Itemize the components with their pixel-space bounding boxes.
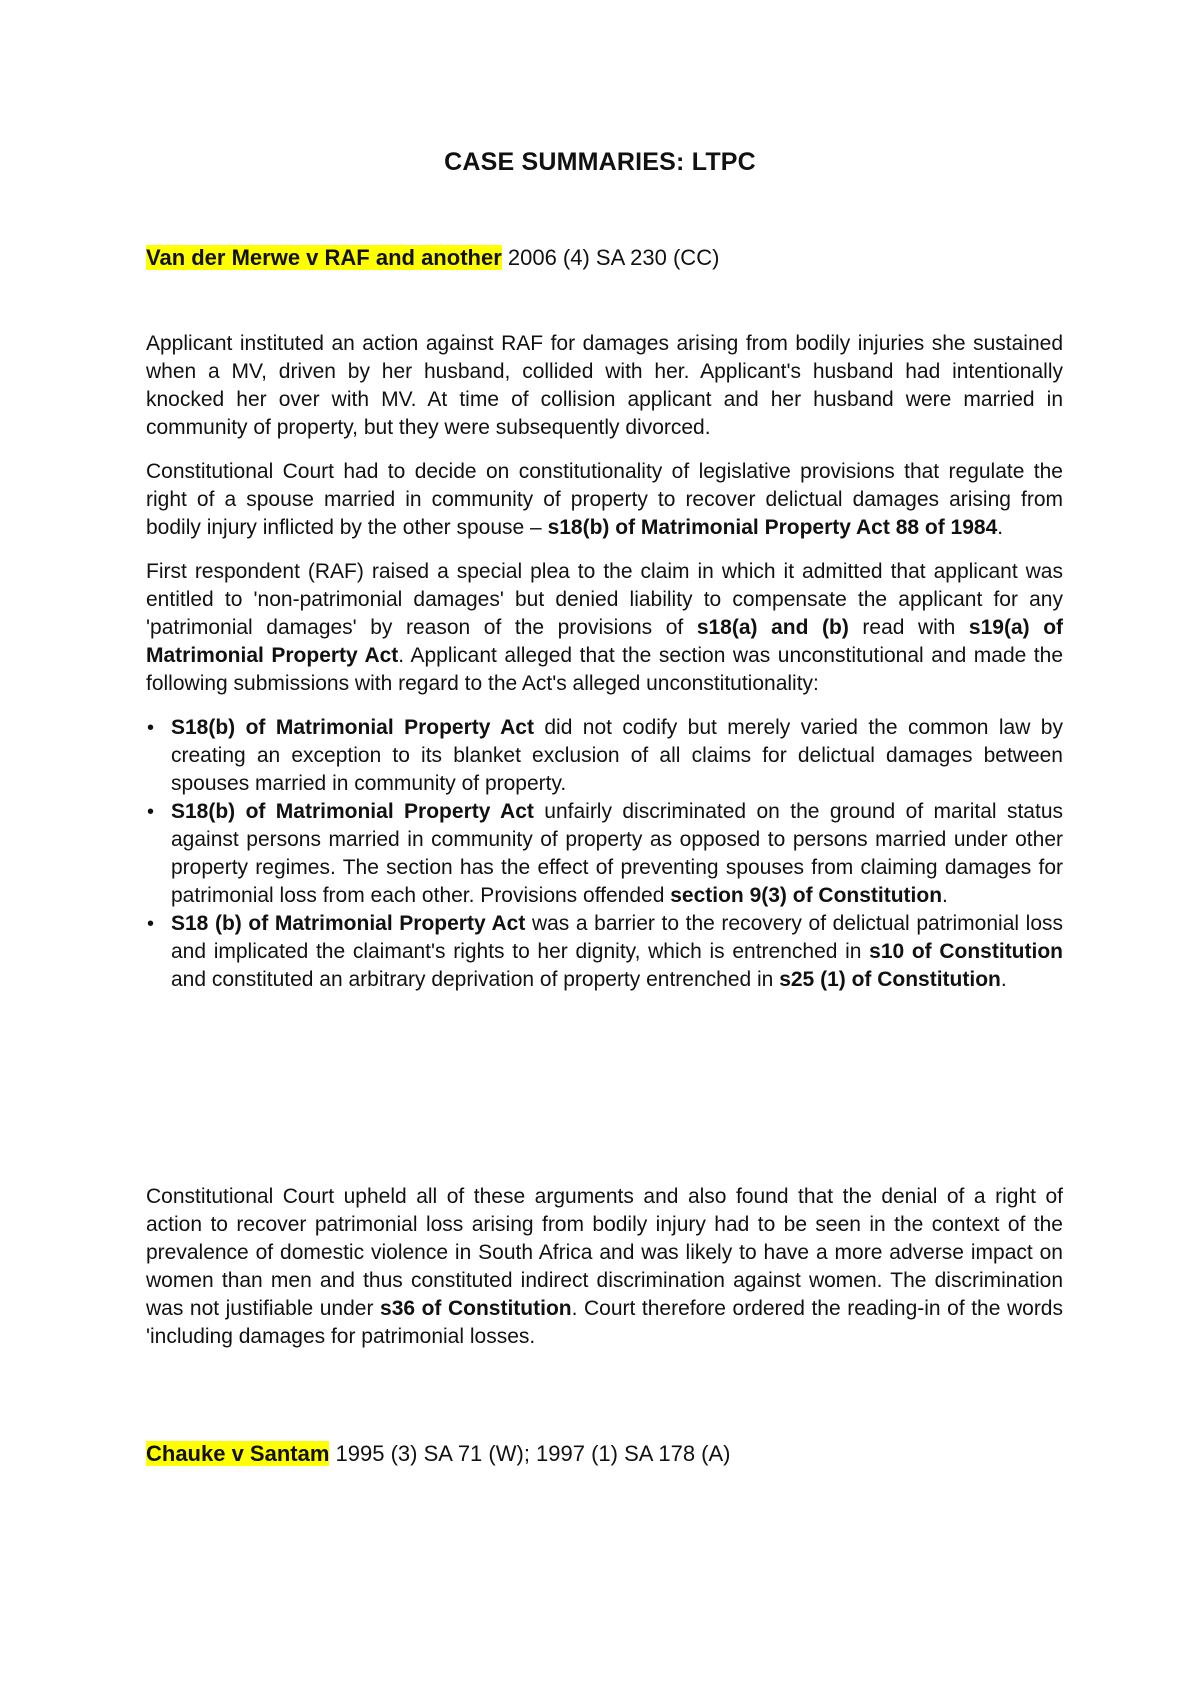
case-summary-holding [146, 1183, 1063, 1367]
bullet-icon: • [147, 717, 155, 739]
case-heading-van-der-merwe [146, 244, 719, 272]
paragraph-special-plea: First respondent (RAF) raised a special plea to the claim in which it admitted that applicant was entitled to 'non-patrimonial damages' but denied liability to compensate the applicant for any 'patrimonial damages' by reason of the provisions of s18(a) and (b) read with s19(a) of Matrimonial Property Act. Applicant alleged that the section was unconstitutional and made the following submissions with regard to the Act's alleged unconstitutionality: [146, 560, 1064, 695]
paragraph-facts: Applicant instituted an action against RAF for damages arising from bodily injuries she sustained when a MV, driven by her husband, collided with her. Applicant's husband had intentionally knocked her over with MV. At time of collision applicant and her husband were married in community of property, but they were subsequently divorced. [146, 332, 1063, 439]
list-item: • S18 (b) of Matrimonial Property Act was a barrier to the recovery of delictual patrimonial loss and implicated the claimant's rights to her dignity, which is entrenched in s10 of Constitution and constituted an arbitrary deprivation of property entrenched in s25 (1) of Constitution. [147, 912, 1064, 991]
bullet-icon: • [147, 801, 155, 823]
case-name-highlight: Chauke v Santam [146, 1441, 330, 1466]
case-name-highlight: Van der Merwe v RAF and another [146, 245, 502, 270]
paragraph-holding: Constitutional Court upheld all of these arguments and also found that the denial of a right of action to recover patrimonial loss arising from bodily injury had to be seen in the context of the prevalence of domestic violence in South Africa and was likely to have a more adverse impact on women than men and thus constituted indirect discrimination against women. The discrimination was not justifiable under s36 of Constitution. Court therefore ordered the reading-in of the words 'including damages for patrimonial losses. [146, 1185, 1063, 1348]
case-citation: 1995 (3) SA 71 (W); 1997 (1) SA 178 (A) [329, 1441, 731, 1466]
paragraph-issue: Constitutional Court had to decide on constitutionality of legislative provisions that regulate the right of a spouse married in community of property to recover delictual damages arising from bodily injury inflicted by the other spouse – s18(b) of Matrimonial Property Act 88 of 1984. [146, 460, 1063, 539]
statute-reference: s19(a) of Matrimonial Property Act [146, 616, 1064, 667]
document-title: CASE SUMMARIES: LTPC [444, 148, 756, 176]
case-summary-body [146, 330, 1063, 1010]
submissions-list [146, 714, 1063, 994]
statute-reference: s18(a) and (b) [696, 616, 849, 639]
list-item: • S18(b) of Matrimonial Property Act unfairly discriminated on the ground of marital status against persons married in community of property as opposed to persons married under other property regimes. The section has the effect of preventing spouses from claiming damages for patrimonial loss from each other. Provisions offended section 9(3) of Constitution. [147, 800, 1063, 907]
bullet-icon: • [147, 913, 155, 935]
statute-reference: s36 of Constitution [380, 1297, 572, 1320]
case-heading-chauke [146, 1440, 731, 1468]
statute-reference: s18(b) of Matrimonial Property Act 88 of 1984 [547, 516, 998, 539]
list-item: • S18(b) of Matrimonial Property Act did not codify but merely varied the common law by creating an exception to its blanket exclusion of all claims for delictual damages between spouses married in community of property. [147, 716, 1063, 795]
case-citation: 2006 (4) SA 230 (CC) [501, 245, 720, 270]
